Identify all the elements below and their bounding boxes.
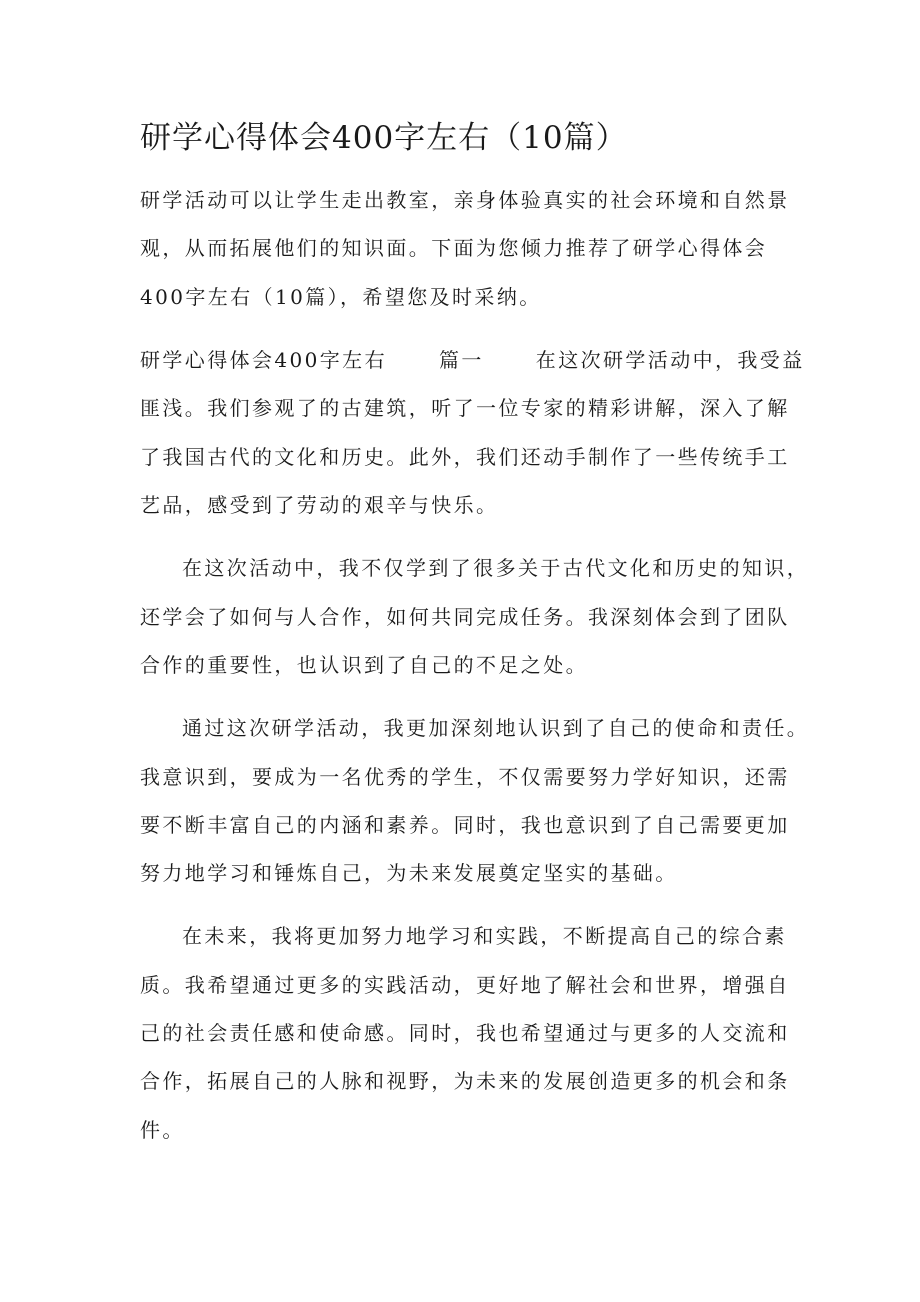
para1-line-2: 了我国古代的文化和历史。此外，我们还动手制作了一些传统手工 — [140, 445, 790, 469]
para1-line-1: 匪浅。我们参观了的古建筑，听了一位专家的精彩讲解，深入了解 — [140, 396, 790, 420]
para4-line-4: 合作，拓展自己的人脉和视野，为未来的发展创造更多的机会和条 — [140, 1069, 790, 1093]
intro-line-3: 400字左右（10篇），希望您及时采纳。 — [140, 285, 542, 309]
para2-line-2: 还学会了如何与人合作，如何共同完成任务。我深刻体会到了团队 — [140, 605, 790, 629]
intro-line-1: 研学活动可以让学生走出教室，亲身体验真实的社会环境和自然景 — [140, 188, 790, 212]
section-heading: 研学心得体会400字左右 — [140, 348, 387, 372]
intro-line-2: 观，从而拓展他们的知识面。下面为您倾力推荐了研学心得体会 — [140, 236, 768, 260]
document-title: 研学心得体会400字左右（10篇） — [140, 120, 628, 156]
para4-line-1: 在未来，我将更加努力地学习和实践，不断提高自己的综合素 — [182, 924, 787, 948]
para4-line-2: 质。我希望通过更多的实践活动，更好地了解社会和世界，增强自 — [140, 973, 790, 997]
para3-line-1: 通过这次研学活动，我更加深刻地认识到了自己的使命和责任。 — [182, 716, 810, 740]
section-heading-line — [140, 350, 805, 370]
para3-line-4: 努力地学习和锤炼自己，为未来发展奠定坚实的基础。 — [140, 861, 678, 885]
para2-line-3: 合作的重要性，也认识到了自己的不足之处。 — [140, 653, 588, 677]
para3-line-3: 要不断丰富自己的内涵和素养。同时，我也意识到了自己需要更加 — [140, 813, 790, 837]
section-first-text: 在这次研学活动中，我受益 — [535, 348, 805, 372]
para4-line-3: 己的社会责任感和使命感。同时，我也希望通过与更多的人交流和 — [140, 1021, 790, 1045]
section-number: 篇一 — [438, 348, 484, 372]
para2-line-1: 在这次活动中，我不仅学到了很多关于古代文化和历史的知识， — [182, 556, 810, 580]
para1-line-3: 艺品，感受到了劳动的艰辛与快乐。 — [140, 493, 499, 517]
para3-line-2: 我意识到，要成为一名优秀的学生，不仅需要努力学好知识，还需 — [140, 765, 790, 789]
para4-line-5: 件。 — [140, 1118, 185, 1142]
